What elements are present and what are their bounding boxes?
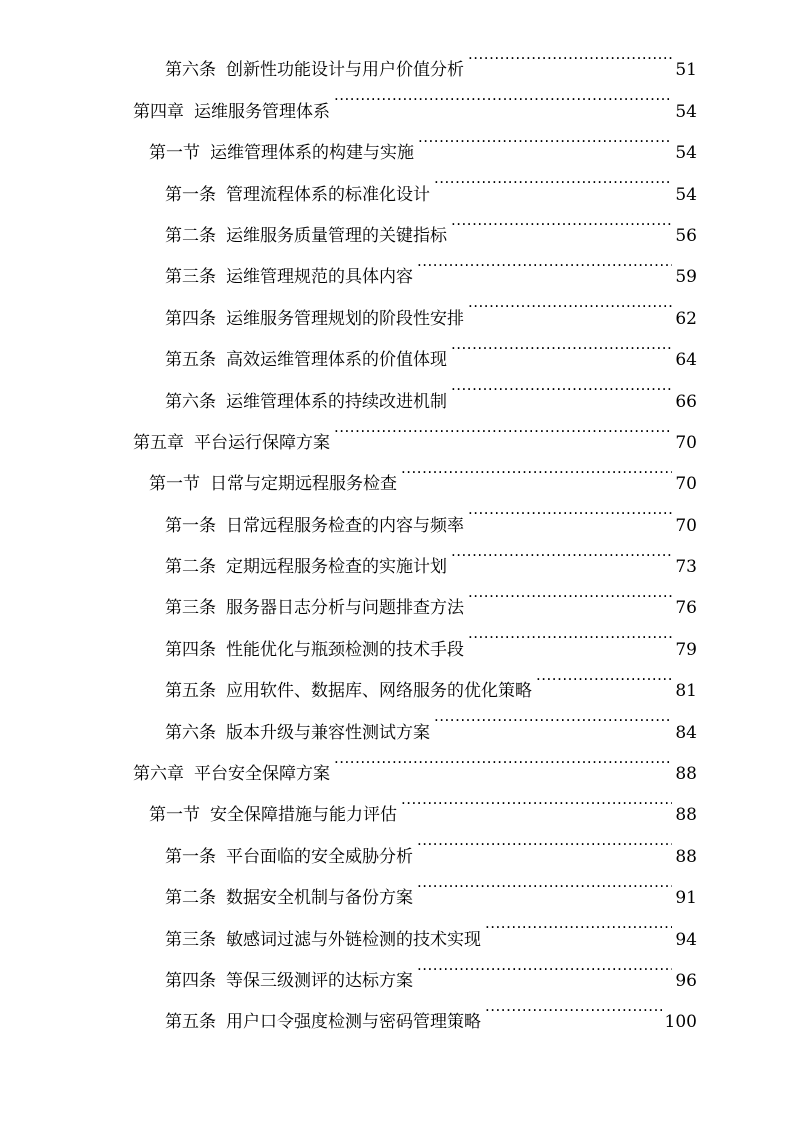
entry-page-number: 96 — [675, 970, 697, 991]
entry-page-number: 94 — [675, 929, 697, 950]
toc-entry-section[interactable] — [0, 779, 793, 826]
toc-entry-article[interactable] — [0, 820, 793, 867]
dot-leader — [418, 117, 672, 158]
toc-entry-article[interactable] — [0, 986, 793, 1033]
entry-label: 第二条 — [165, 888, 216, 909]
dot-leader — [334, 75, 672, 116]
entry-title: 应用软件、数据库、网络服务的优化策略 — [226, 681, 532, 702]
entry-label: 第五条 — [165, 350, 216, 371]
toc-entry-article[interactable] — [0, 200, 793, 246]
entry-label: 第五条 — [165, 1012, 216, 1033]
dot-leader — [334, 407, 672, 448]
entry-title: 平台运行保障方案 — [194, 432, 330, 453]
dot-leader — [417, 241, 672, 282]
entry-label: 第六条 — [165, 722, 216, 743]
entry-page-number: 88 — [675, 846, 697, 867]
entry-title: 运维服务管理体系 — [194, 101, 330, 122]
toc-entry-article[interactable] — [0, 324, 793, 371]
entry-label: 第一节 — [149, 143, 200, 164]
toc-entry-article[interactable] — [0, 489, 793, 536]
dot-leader — [468, 572, 672, 613]
entry-page-number: 54 — [675, 184, 697, 205]
entry-page-number: 51 — [675, 60, 697, 81]
entry-title: 性能优化与瓶颈检测的技术手段 — [226, 639, 464, 660]
entry-page-number: 56 — [675, 225, 697, 246]
dot-leader — [417, 862, 672, 903]
entry-title: 等保三级测评的达标方案 — [226, 970, 413, 991]
entry-title: 运维管理体系的持续改进机制 — [226, 391, 447, 412]
table-of-contents — [0, 34, 793, 1033]
dot-leader — [401, 448, 672, 489]
dot-leader — [451, 200, 672, 241]
entry-title: 日常远程服务检查的内容与频率 — [226, 515, 464, 536]
dot-leader — [401, 779, 672, 820]
toc-entry-article[interactable] — [0, 945, 793, 991]
entry-label: 第四章 — [133, 101, 184, 122]
dot-leader — [468, 282, 672, 323]
entry-label: 第四条 — [165, 970, 216, 991]
dot-leader — [334, 738, 672, 779]
entry-label: 第五章 — [133, 432, 184, 453]
entry-label: 第一节 — [149, 805, 200, 826]
entry-page-number: 54 — [675, 143, 697, 164]
entry-label: 第一条 — [165, 184, 216, 205]
toc-entry-chapter[interactable] — [0, 407, 793, 453]
toc-entry-article[interactable] — [0, 655, 793, 702]
entry-page-number: 70 — [675, 515, 697, 536]
entry-label: 第三条 — [165, 598, 216, 619]
entry-page-number: 54 — [675, 101, 697, 122]
dot-leader — [468, 34, 672, 75]
toc-entry-section[interactable] — [0, 117, 793, 164]
entry-title: 用户口令强度检测与密码管理策略 — [226, 1012, 481, 1033]
entry-page-number: 70 — [675, 474, 697, 495]
entry-page-number: 62 — [675, 308, 697, 329]
entry-title: 运维管理体系的构建与实施 — [210, 143, 414, 164]
toc-entry-article[interactable] — [0, 365, 793, 412]
entry-label: 第六章 — [133, 764, 184, 785]
entry-page-number: 64 — [675, 350, 697, 371]
dot-leader — [451, 531, 672, 572]
toc-entry-article[interactable] — [0, 613, 793, 660]
entry-title: 服务器日志分析与问题排查方法 — [226, 598, 464, 619]
dot-leader — [485, 903, 672, 944]
entry-page-number: 79 — [675, 639, 697, 660]
entry-title: 安全保障措施与能力评估 — [210, 805, 397, 826]
toc-entry-section[interactable] — [0, 448, 793, 495]
entry-page-number: 66 — [675, 391, 697, 412]
toc-entry-article[interactable] — [0, 862, 793, 909]
toc-entry-article[interactable] — [0, 158, 793, 205]
entry-label: 第六条 — [165, 391, 216, 412]
entry-label: 第三条 — [165, 267, 216, 288]
entry-page-number: 81 — [675, 681, 697, 702]
entry-page-number: 76 — [675, 598, 697, 619]
entry-label: 第一条 — [165, 846, 216, 867]
dot-leader — [451, 324, 672, 365]
dot-leader — [451, 365, 672, 406]
entry-title: 定期远程服务检查的实施计划 — [226, 557, 447, 578]
entry-label: 第二条 — [165, 225, 216, 246]
toc-entry-article[interactable] — [0, 903, 793, 950]
toc-entry-article[interactable] — [0, 696, 793, 743]
entry-title: 运维服务管理规划的阶段性安排 — [226, 308, 464, 329]
entry-title: 运维服务质量管理的关键指标 — [226, 225, 447, 246]
toc-entry-article[interactable] — [0, 34, 793, 81]
dot-leader — [536, 655, 672, 696]
entry-title: 数据安全机制与备份方案 — [226, 888, 413, 909]
entry-label: 第三条 — [165, 929, 216, 950]
entry-label: 第六条 — [165, 60, 216, 81]
dot-leader — [434, 158, 672, 199]
entry-page-number: 70 — [675, 432, 697, 453]
entry-label: 第一条 — [165, 515, 216, 536]
toc-entry-article[interactable] — [0, 282, 793, 329]
entry-title: 高效运维管理体系的价值体现 — [226, 350, 447, 371]
entry-title: 平台安全保障方案 — [194, 764, 330, 785]
entry-page-number: 88 — [675, 805, 697, 826]
toc-entry-chapter[interactable] — [0, 75, 793, 122]
entry-label: 第五条 — [165, 681, 216, 702]
entry-label: 第二条 — [165, 557, 216, 578]
dot-leader — [485, 986, 662, 1027]
entry-label: 第一节 — [149, 474, 200, 495]
dot-leader — [417, 820, 672, 861]
entry-title: 平台面临的安全威胁分析 — [226, 846, 413, 867]
entry-title: 管理流程体系的标准化设计 — [226, 184, 430, 205]
entry-title: 创新性功能设计与用户价值分析 — [226, 60, 464, 81]
toc-entry-chapter[interactable] — [0, 738, 793, 785]
entry-label: 第四条 — [165, 639, 216, 660]
toc-entry-article[interactable] — [0, 531, 793, 578]
entry-page-number: 84 — [675, 722, 697, 743]
entry-page-number: 59 — [675, 267, 697, 288]
entry-title: 日常与定期远程服务检查 — [210, 474, 397, 495]
entry-page-number: 100 — [664, 1012, 697, 1033]
entry-page-number: 91 — [675, 888, 697, 909]
entry-title: 敏感词过滤与外链检测的技术实现 — [226, 929, 481, 950]
dot-leader — [468, 613, 672, 654]
entry-page-number: 88 — [675, 764, 697, 785]
entry-label: 第四条 — [165, 308, 216, 329]
toc-entry-article[interactable] — [0, 241, 793, 288]
dot-leader — [417, 945, 672, 986]
entry-title: 运维管理规范的具体内容 — [226, 267, 413, 288]
dot-leader — [434, 696, 672, 737]
toc-entry-article[interactable] — [0, 572, 793, 619]
entry-page-number: 73 — [675, 557, 697, 578]
entry-title: 版本升级与兼容性测试方案 — [226, 722, 430, 743]
dot-leader — [468, 489, 672, 530]
